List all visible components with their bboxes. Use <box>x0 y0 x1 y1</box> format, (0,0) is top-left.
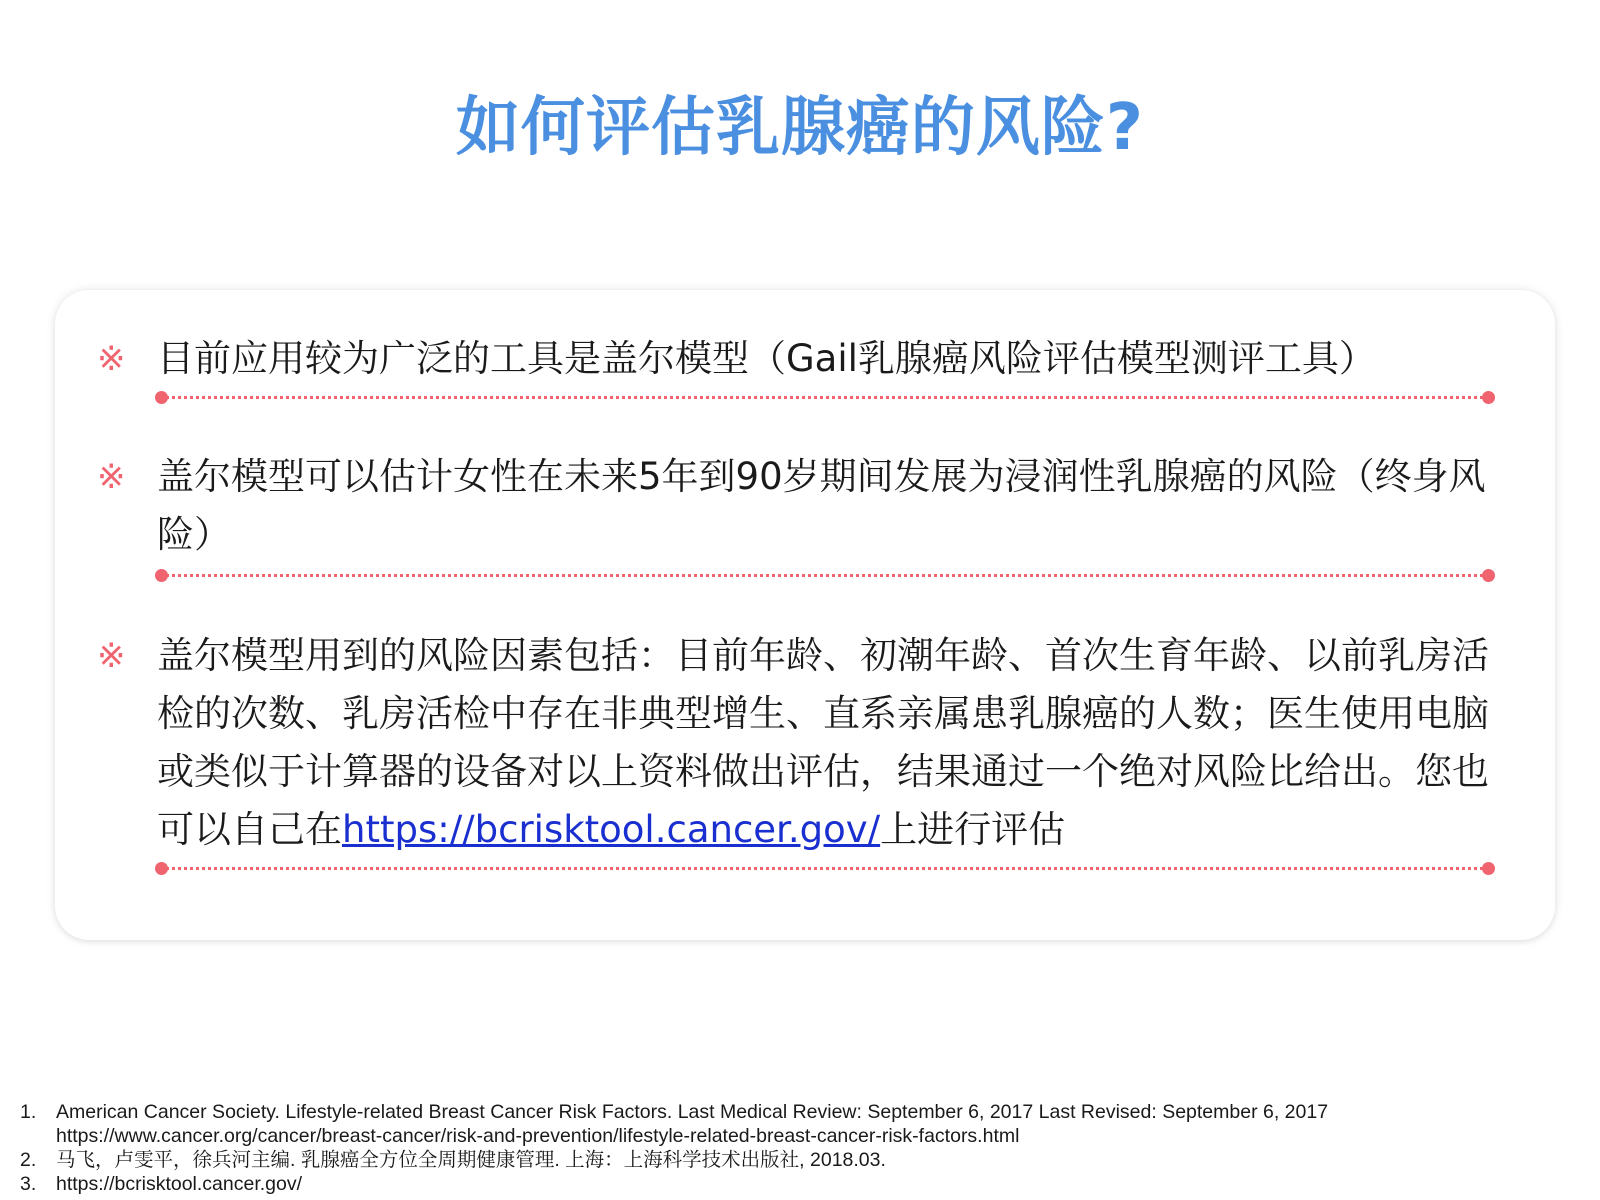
bullet-text-3 <box>157 627 1497 859</box>
separator-dot-right <box>1482 391 1495 404</box>
bcrisktool-link[interactable]: https://bcrisktool.cancer.gov/ <box>342 808 881 851</box>
bullet-text-3-before: 盖尔模型用到的风险因素包括：目前年龄、初潮年龄、首次生育年龄、以前乳房活检的次数、乳房活检中存在非典型增生、直系亲属患乳腺癌的人数；医生使用电脑或类似于计算器的设备对以上资料做出评估，结果通过一个绝对风险比给出。您也可以自己在 <box>157 634 1489 851</box>
content-card <box>55 290 1555 940</box>
dotted-separator-2 <box>155 569 1495 581</box>
bullet-text-3-after: 上进行评估 <box>880 808 1066 851</box>
dotted-separator-3 <box>155 862 1495 874</box>
reference-text: 马飞，卢雯平，徐兵河主编. 乳腺癌全方位全周期健康管理. 上海：上海科学技术出版社, 2018.03. <box>56 1149 886 1171</box>
reference-item-3 <box>20 1172 1580 1196</box>
reference-url: https://bcrisktool.cancer.gov/ <box>56 1173 303 1195</box>
reference-item-1 <box>20 1100 1580 1148</box>
reference-mark-icon: ※ <box>97 636 126 676</box>
reference-url: https://www.cancer.org/cancer/breast-cancer/risk-and-prevention/lifestyle-related-breast-cancer-risk-factors.html <box>56 1125 1020 1147</box>
reference-mark-icon: ※ <box>97 339 126 379</box>
page-title: 如何评估乳腺癌的风险? <box>455 91 1145 165</box>
reference-number: 2. <box>20 1149 37 1171</box>
separator-dot-right <box>1482 569 1495 582</box>
reference-item-2 <box>20 1148 1580 1172</box>
bullet-text-1: 目前应用较为广泛的工具是盖尔模型（Gail乳腺癌风险评估模型测评工具） <box>157 337 1376 380</box>
dotted-separator-1 <box>155 391 1495 403</box>
separator-line <box>161 867 1489 870</box>
reference-text: American Cancer Society. Lifestyle-related Breast Cancer Risk Factors. Last Medical Review: September 6, 2017 Last Revised: September 6, 2017 <box>56 1101 1329 1123</box>
separator-line <box>161 574 1489 577</box>
separator-line <box>161 396 1489 399</box>
reference-mark-icon: ※ <box>97 457 126 497</box>
reference-number: 3. <box>20 1173 37 1195</box>
separator-dot-right <box>1482 862 1495 875</box>
references <box>20 1100 1580 1196</box>
bullet-text-2: 盖尔模型可以估计女性在未来5年到90岁期间发展为浸润性乳腺癌的风险（终身风险） <box>157 455 1486 556</box>
reference-number: 1. <box>20 1101 37 1123</box>
